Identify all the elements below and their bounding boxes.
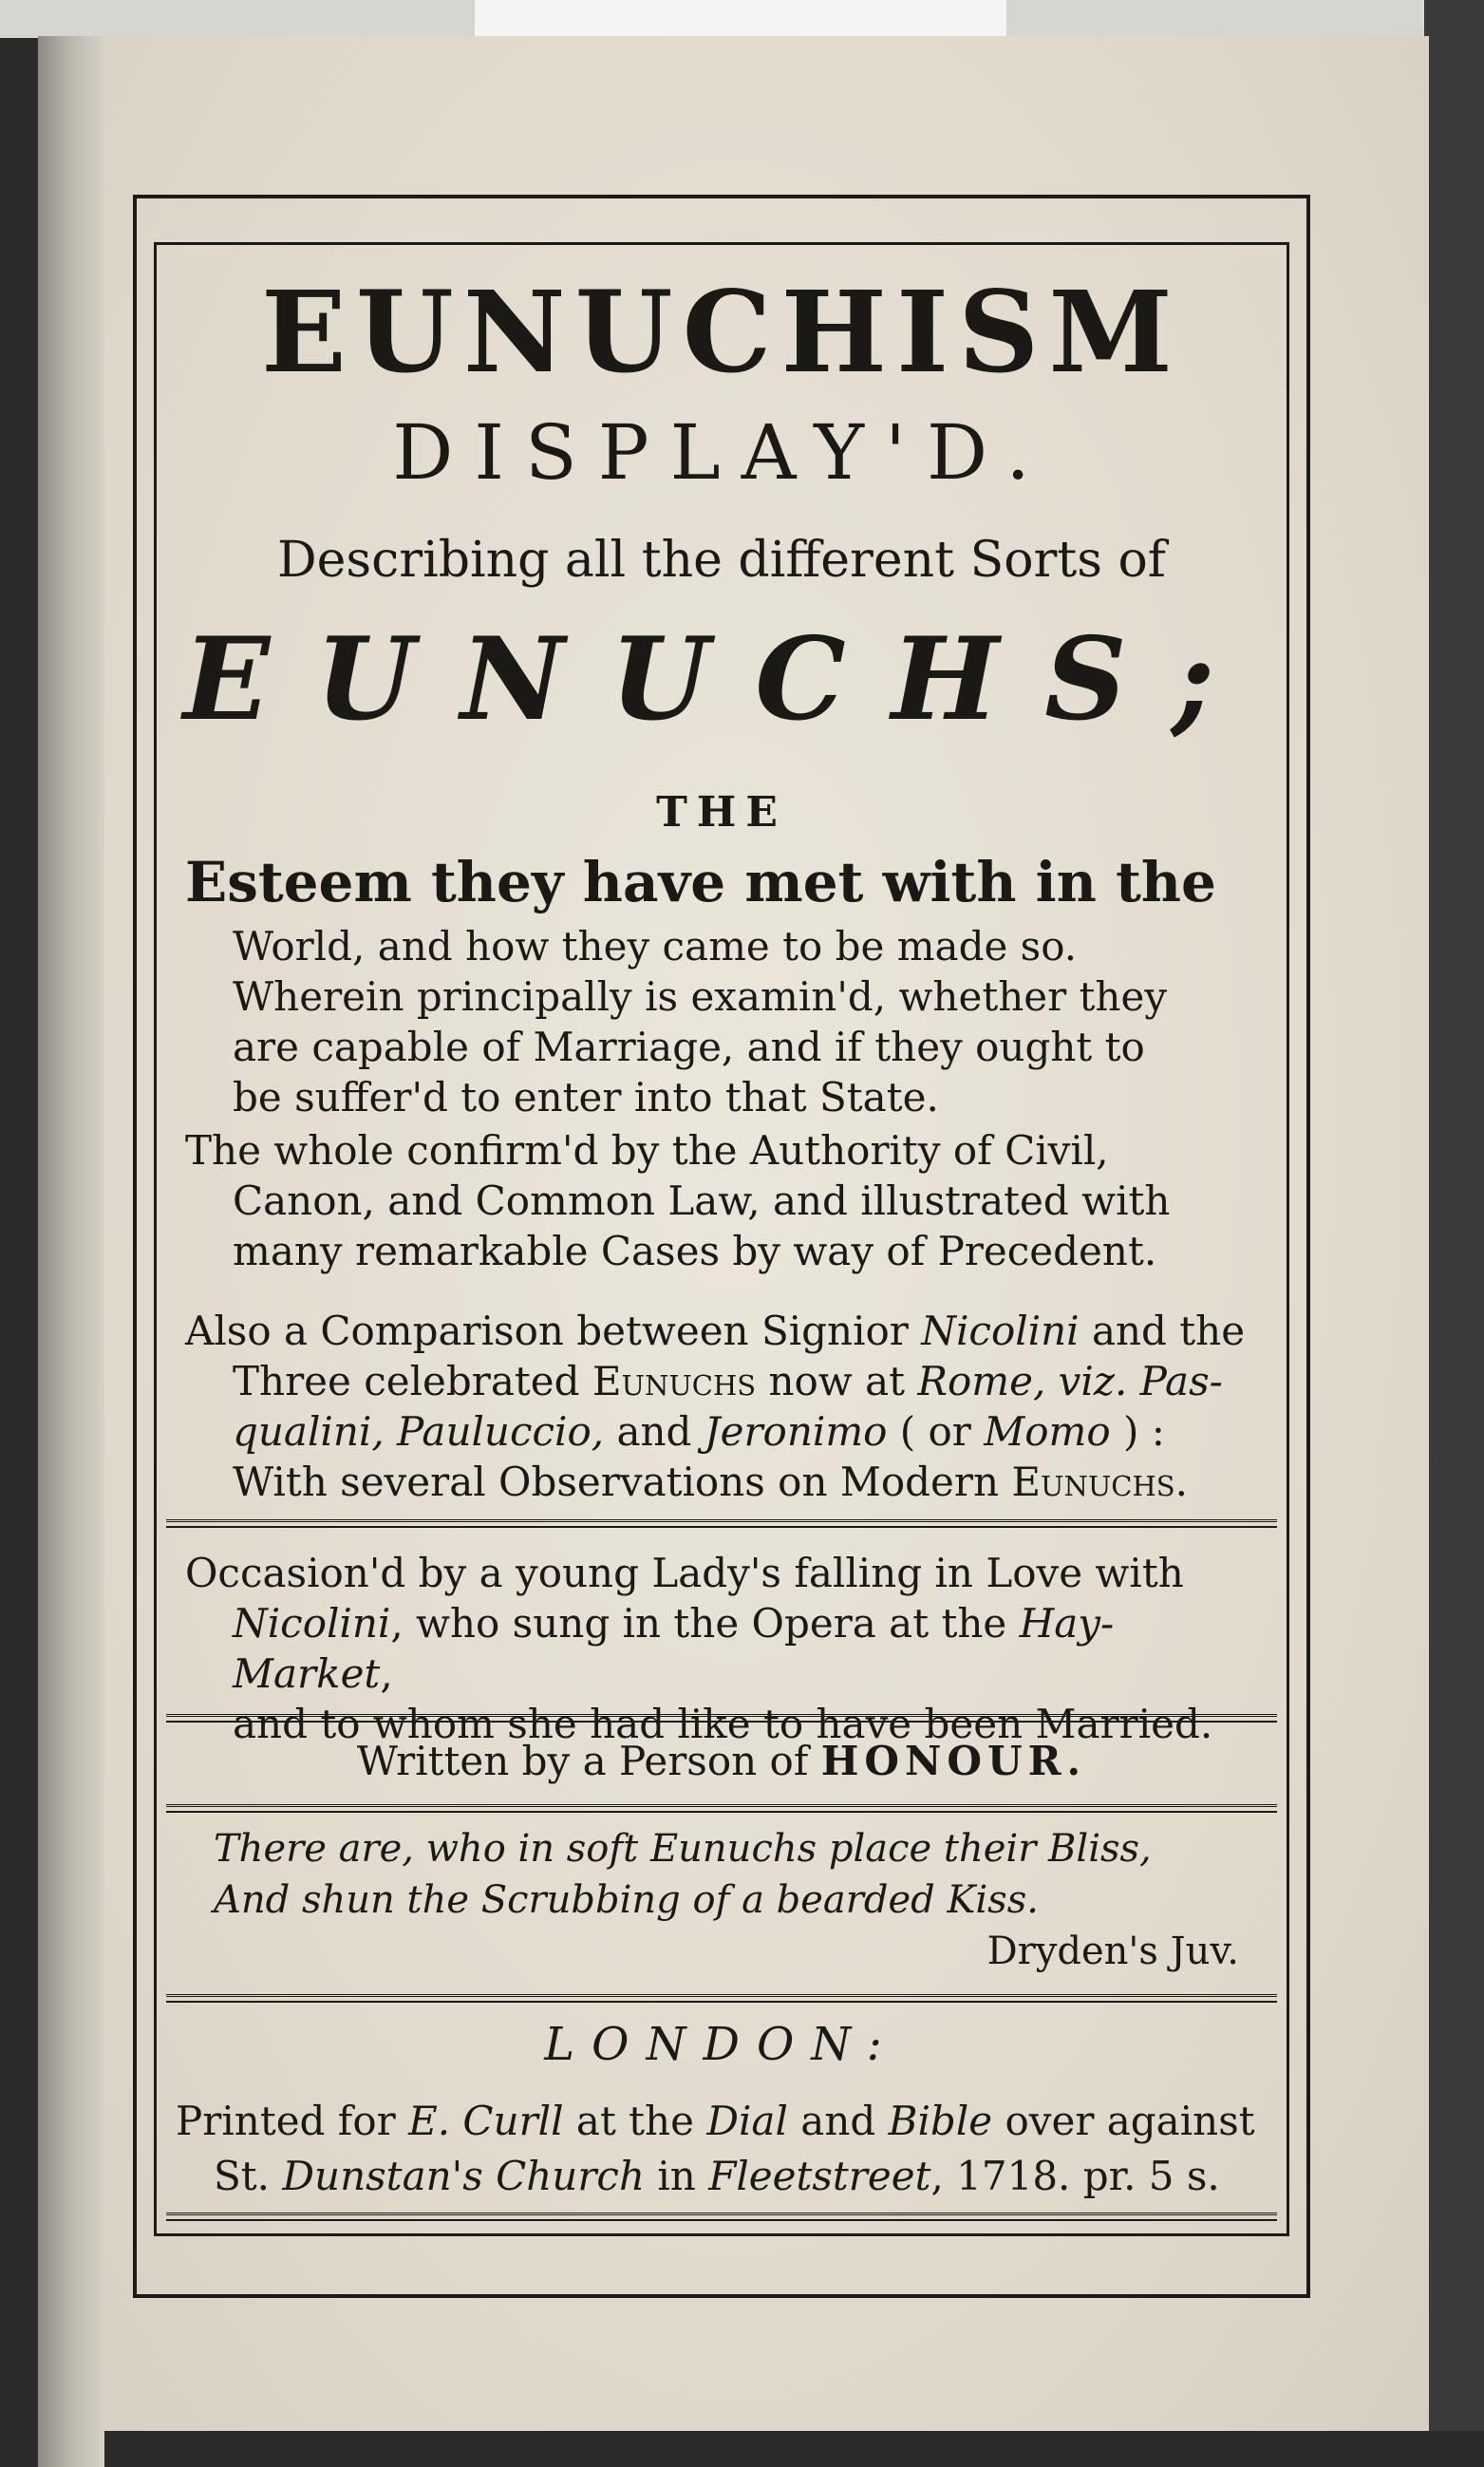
- church: Dunstan's Church: [282, 2153, 645, 2199]
- text: and the: [1079, 1308, 1246, 1354]
- paragraph-2: [185, 1125, 1258, 1276]
- bible: Bible: [888, 2098, 993, 2144]
- text: and: [604, 1408, 704, 1455]
- paragraph-1: [233, 921, 1258, 1122]
- main-title: EUNUCHISM: [260, 266, 1183, 398]
- esteem-line: Esteem they have met with in the: [185, 850, 1216, 914]
- text: and: [787, 2098, 889, 2144]
- divider-rule: [166, 2213, 1277, 2221]
- the-line: THE: [656, 788, 787, 837]
- epigraph-line: And shun the Scrubbing of a bearded Kiss.: [214, 1878, 1039, 1922]
- london: LONDON:: [544, 2018, 899, 2071]
- imprint: [176, 2094, 1268, 2204]
- para3-line-3: [185, 1406, 1258, 1457]
- title-page-content: [166, 256, 1277, 2222]
- epigraph-source: Dryden's Juv.: [986, 1930, 1239, 1973]
- imprint-line-1: [176, 2094, 1268, 2149]
- para2-line: The whole confirm'd by the Authority of Civil,: [185, 1127, 1109, 1174]
- paragraph-3: [185, 1306, 1258, 1507]
- name-momo: Momo: [984, 1408, 1111, 1455]
- para4-line-3: and to whom she had like to have been Married.: [233, 1701, 1213, 1747]
- text: ) :: [1110, 1408, 1165, 1455]
- name-nicolini: Nicolini: [921, 1308, 1080, 1354]
- written-by: [166, 1738, 1277, 1784]
- text: St.: [214, 2153, 283, 2199]
- para1-line: are capable of Marriage, and if they ought to: [233, 1024, 1145, 1070]
- text: ( or: [887, 1408, 985, 1455]
- text: at the: [563, 2098, 707, 2144]
- dial: Dial: [706, 2098, 788, 2144]
- divider-rule: [166, 1519, 1277, 1528]
- para2-line: Canon, and Common Law, and illustrated with: [233, 1177, 1171, 1224]
- divider-rule: [166, 1994, 1277, 2003]
- text: in: [645, 2153, 709, 2199]
- background-right: [1424, 0, 1484, 2431]
- text: now at: [756, 1358, 918, 1404]
- page-gutter: [38, 36, 104, 2467]
- text: Written by a Person of: [356, 1738, 821, 1784]
- eunuchs-smallcaps: Eunuchs: [592, 1358, 757, 1404]
- para1-line: Wherein principally is examin'd, whether they: [233, 973, 1168, 1020]
- names: qualini, Pauluccio,: [233, 1408, 605, 1455]
- text: With several Observations on Modern: [233, 1459, 1012, 1505]
- para3-line-2: [185, 1356, 1258, 1406]
- para2-line: many remarkable Cases by way of Precedent.: [233, 1228, 1157, 1274]
- epigraph-line: There are, who in soft Eunuchs place their Bliss,: [214, 1827, 1152, 1871]
- imprint-line-2: [176, 2149, 1268, 2204]
- fleetstreet: Fleetstreet: [708, 2153, 931, 2199]
- text: ,: [380, 1650, 393, 1697]
- para4-line-2: [185, 1598, 1258, 1699]
- text: , 1718. pr. 5 s.: [930, 2153, 1220, 2199]
- text: Printed for: [176, 2098, 409, 2144]
- para1-line: be suffer'd to enter into that State.: [233, 1074, 939, 1121]
- paper-slip: [475, 0, 1006, 38]
- eunuchs-smallcaps: Eunuchs.: [1011, 1459, 1188, 1505]
- divider-rule: [166, 1714, 1277, 1723]
- text: , who sung in the Opera at the: [390, 1600, 1020, 1647]
- eunuchs-heading: EUNUCHS;: [182, 612, 1261, 746]
- name-jeronimo: Jeronimo: [704, 1408, 888, 1455]
- para4-line-1: Occasion'd by a young Lady's falling in Love with: [185, 1550, 1184, 1596]
- name-nicolini: Nicolini: [233, 1600, 391, 1647]
- hay-market: Hay-Market: [233, 1600, 1115, 1697]
- describing-line: Describing all the different Sorts of: [276, 532, 1167, 589]
- text: over against: [992, 2098, 1255, 2144]
- text: Three celebrated: [233, 1358, 592, 1404]
- rome-viz: Rome, viz. Pas-: [917, 1358, 1223, 1404]
- text: Also a Comparison between Signior: [185, 1308, 922, 1354]
- para3-line-1: [185, 1306, 1258, 1356]
- para3-line-4: [185, 1457, 1258, 1507]
- para1-line: World, and how they came to be made so.: [233, 923, 1078, 970]
- divider-rule: [166, 1804, 1277, 1813]
- subtitle: DISPLAY'D.: [392, 408, 1051, 497]
- epigraph: [214, 1823, 1239, 1977]
- printer: E. Curll: [408, 2098, 564, 2144]
- honour: HONOUR.: [820, 1738, 1087, 1784]
